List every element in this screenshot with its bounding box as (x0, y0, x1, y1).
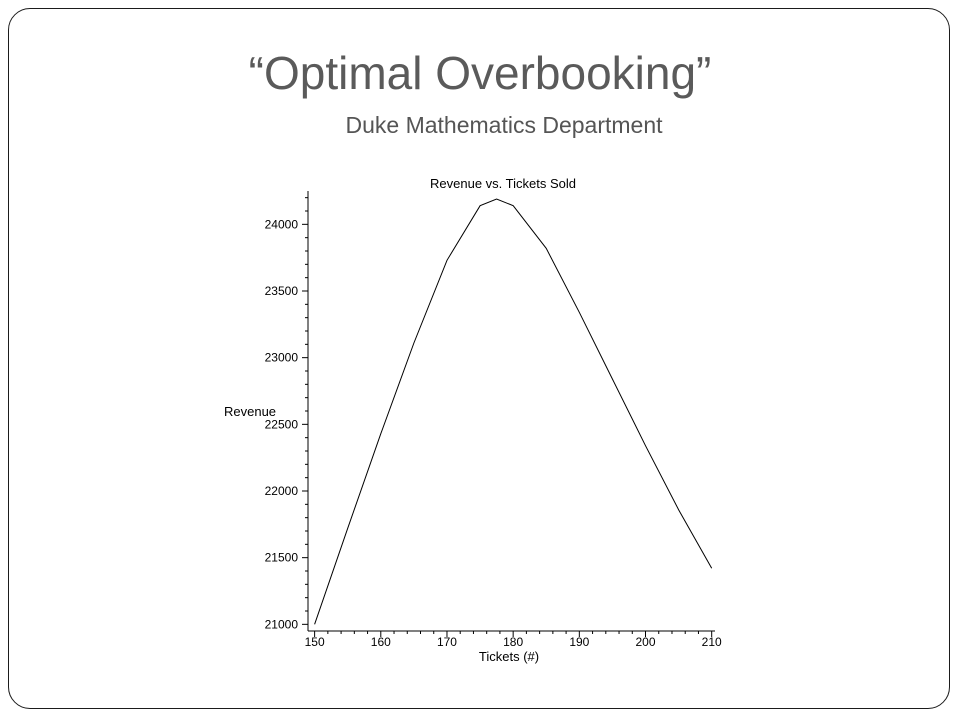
slide-subtitle: Duke Mathematics Department (345, 112, 663, 138)
x-tick-label: 170 (436, 635, 457, 649)
x-axis-label: Tickets (#) (478, 649, 540, 664)
y-tick-label: 21500 (264, 550, 298, 565)
x-tick-label: 180 (503, 635, 524, 649)
x-tick-label: 160 (370, 635, 391, 649)
revenue-series-line (315, 199, 712, 624)
chart-title: Revenue vs. Tickets Sold (430, 176, 576, 191)
y-tick-label: 23000 (264, 350, 298, 365)
y-tick-label: 22000 (264, 484, 298, 498)
series-layer (315, 199, 712, 625)
y-axis-label: Revenue (224, 404, 277, 419)
axes-layer (265, 191, 722, 649)
x-tick-label: 190 (569, 635, 590, 649)
y-tick-label: 23500 (264, 284, 298, 298)
y-tick-label: 24000 (264, 217, 298, 232)
x-tick-label: 200 (635, 635, 656, 649)
x-tick-label: 210 (701, 635, 722, 649)
slide-title: “Optimal Overbooking” (248, 47, 712, 99)
y-tick-label: 21000 (264, 617, 298, 632)
x-tick-label: 150 (304, 635, 325, 649)
y-tick-label: 22500 (264, 417, 298, 432)
